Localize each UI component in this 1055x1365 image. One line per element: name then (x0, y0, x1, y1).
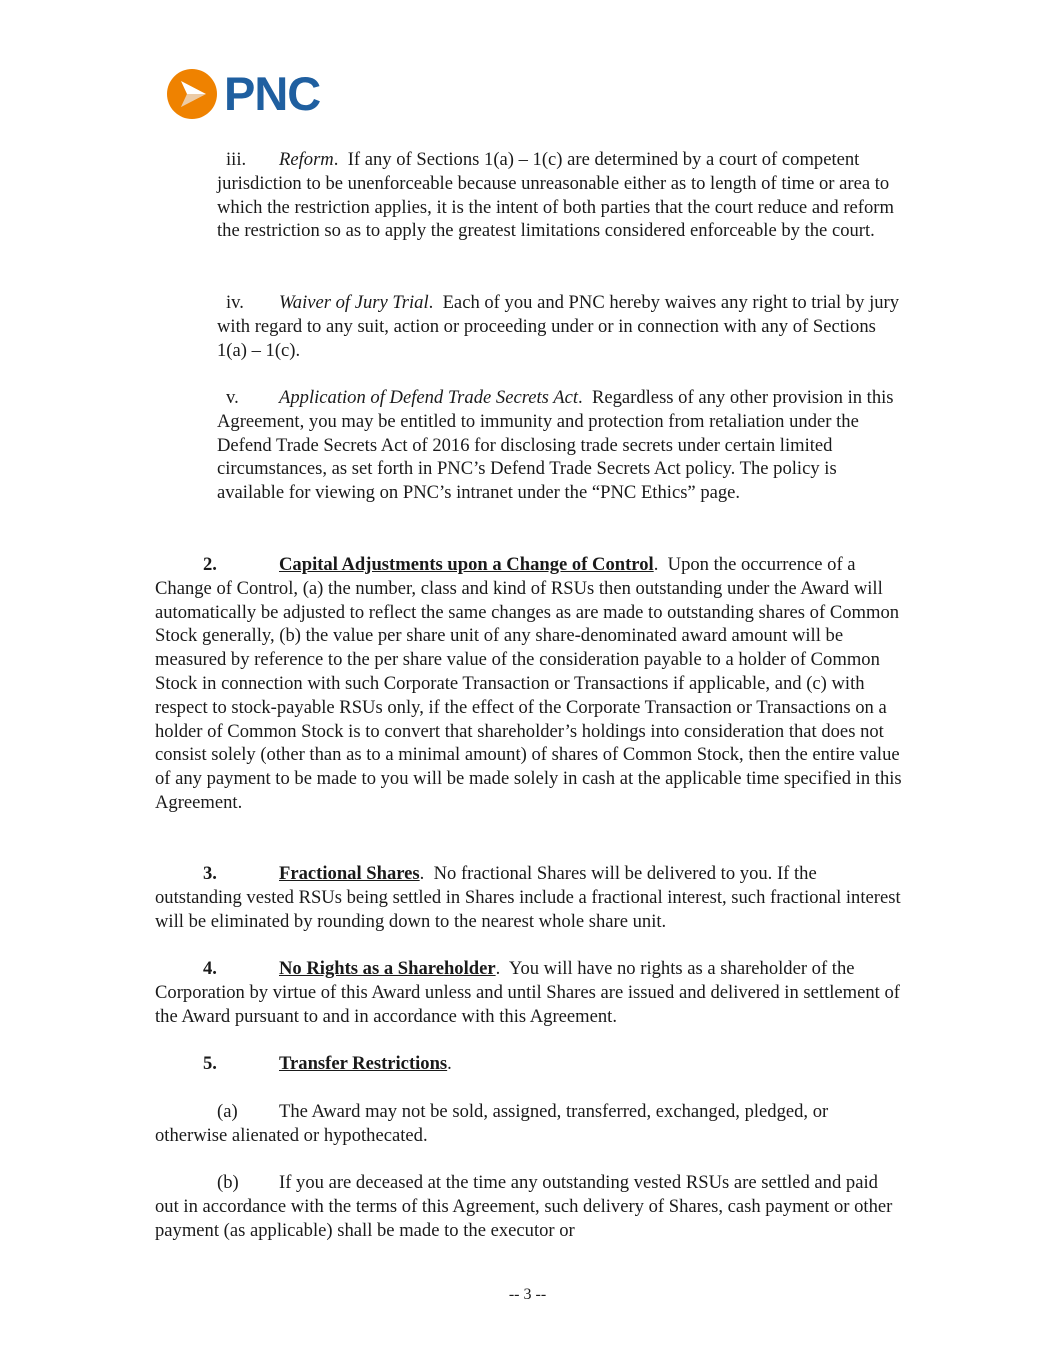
item-number: (b) (217, 1172, 239, 1193)
section-heading: Transfer Restrictions (279, 1053, 448, 1074)
logo-wordmark: PNC (224, 67, 321, 120)
subsection-defend-trade-secrets: v. Application of Defend Trade Secrets Act. Regardless of any other provision in this Agreement, you may be entitled to immunity and protection from retaliation under the Defend Trade Secrets Act of 2016 for disclosing trade secrets under certain limited circumstances, as set forth in PNC’s Defend Trade Secrets Act policy. The policy is available for viewing on PNC’s intranet under the “PNC Ethics” page. (217, 387, 894, 504)
section-text: You will have no rights as a shareholder of the Corporation by virtue of this Award unless and until Shares are issued and delivered in settlement of the Award pursuant to and in accordance with this Agreement. (155, 958, 900, 1027)
subsection-text: Each of you and PNC hereby waives any right to trial by jury with regard to any suit, action or proceeding under or in connection with any of Sections 1(a) – 1(c). (217, 292, 900, 361)
page-number: -- 3 -- (508, 1286, 547, 1303)
subsection-reform: iii. Reform. If any of Sections 1(a) – 1(c) are determined by a court of competent jurisdiction to be unenforceable because unreasonable either as to length of time or area to which the restriction applies, it is the intent of both parties that the court reduce and reform the restriction so as to apply the greatest limitations considered enforceable by the court. (217, 149, 894, 242)
section-number: 2. (203, 554, 217, 575)
section-heading: Fractional Shares (279, 863, 420, 884)
section-no-rights-as-shareholder: 4. No Rights as a Shareholder. You will have no rights as a shareholder of the Corporation by virtue of this Award unless and until Shares are issued and delivered in settlement of the Award pursuant to and in accordance with this Agreement. (155, 958, 900, 1027)
section-fractional-shares: 3. Fractional Shares. No fractional Shares will be delivered to you. If the outstanding vested RSUs being settled in Shares include a fractional interest, such fractional interest will be eliminated by rounding down to the nearest whole share unit. (155, 863, 901, 932)
pnc-logo (166, 68, 320, 120)
item-number: (a) (217, 1101, 238, 1122)
subsection-number: iv. (226, 292, 244, 313)
section-heading: Capital Adjustments upon a Change of Control (279, 554, 654, 575)
subsection-title: Reform (279, 149, 334, 170)
section-capital-adjustments: 2. Capital Adjustments upon a Change of Control. Upon the occurrence of a Change of Control, (a) the number, class and kind of RSUs then outstanding under the Award will automatically be adjusted to reflect the same changes as are made to outstanding shares of Common Stock generally, (b) the value per share unit of any share-denominated award amount will be measured by reference to the per share value of the consideration payable to a holder of Common Stock in connection with such Corporate Transaction or Transactions if applicable, and (c) with respect to stock-payable RSUs only, if the effect of the Corporate Transaction or Transactions on a holder of Common Stock is to convert that shareholder’s holdings into consideration that does not consist solely (other than as to a minimal amount) of shares of Common Stock, then the entire value of any payment to be made to you will be made solely in cash at the applicable time specified in this Agreement. (155, 554, 902, 813)
subsection-title: Application of Defend Trade Secrets Act (279, 387, 578, 408)
subsection-text: Regardless of any other provision in this Agreement, you may be entitled to immunity and protection from retaliation under the Defend Trade Secrets Act of 2016 for disclosing trade secrets under certain limited circumstances, as set forth in PNC’s Defend Trade Secrets Act policy. The policy is available for viewing on PNC’s intranet under the “PNC Ethics” page. (217, 387, 894, 504)
item-b (155, 1171, 905, 1242)
subsection-number: iii. (226, 149, 247, 170)
section-text: Upon the occurrence of a Change of Control, (a) the number, class and kind of RSUs then outstanding under the Award will automatically be adjusted to reflect the same changes as are made to outstanding shares of Common Stock generally, (b) the value per share unit of any share-denominated award amount will be measured by reference to the per share value of the consideration payable to a holder of Common Stock in connection with such Corporate Transaction or Transactions if applicable, and (c) with respect to stock-payable RSUs only, if the effect of the Corporate Transaction or Transactions on a holder of Common Stock is to convert that shareholder’s holdings into consideration that does not consist solely (other than as to a minimal amount) of shares of Common Stock, then the entire value of any payment to be made to you will be made solely in cash at the applicable time specified in this Agreement. (155, 554, 902, 813)
section-heading: No Rights as a Shareholder (279, 958, 496, 979)
subsection-waiver-of-jury-trial: iv. Waiver of Jury Trial. Each of you and PNC hereby waives any right to trial by jury with regard to any suit, action or proceeding under or in connection with any of Sections 1(a) – 1(c). (217, 292, 900, 361)
subsection-number: v. (226, 387, 239, 408)
section-number: 5. (203, 1053, 217, 1074)
section-transfer-restrictions: 5. Transfer Restrictions. (155, 1052, 905, 1076)
pnc-arrow-icon (166, 68, 218, 120)
section-number: 3. (203, 863, 217, 884)
subsection-title: Waiver of Jury Trial (279, 292, 429, 313)
subsection-text: If any of Sections 1(a) – 1(c) are determined by a court of competent jurisdiction to be unenforceable because unreasonable either as to length of time or area to which the restriction applies, it is the intent of both parties that the court reduce and reform the restriction so as to apply the greatest limitations considered enforceable by the court. (217, 149, 894, 242)
section-number: 4. (203, 958, 217, 979)
item-a (155, 1100, 905, 1148)
section-text: No fractional Shares will be delivered to you. If the outstanding vested RSUs being settled in Shares include a fractional interest, such fractional interest will be eliminated by rounding down to the nearest whole share unit. (155, 863, 901, 932)
item-text: The Award may not be sold, assigned, transferred, exchanged, pledged, or otherwise alienated or hypothecated. (155, 1101, 829, 1146)
item-text: If you are deceased at the time any outstanding vested RSUs are settled and paid out in accordance with the terms of this Agreement, such delivery of Shares, cash payment or other payment (as applicable) shall be made to the executor or (155, 1172, 893, 1241)
